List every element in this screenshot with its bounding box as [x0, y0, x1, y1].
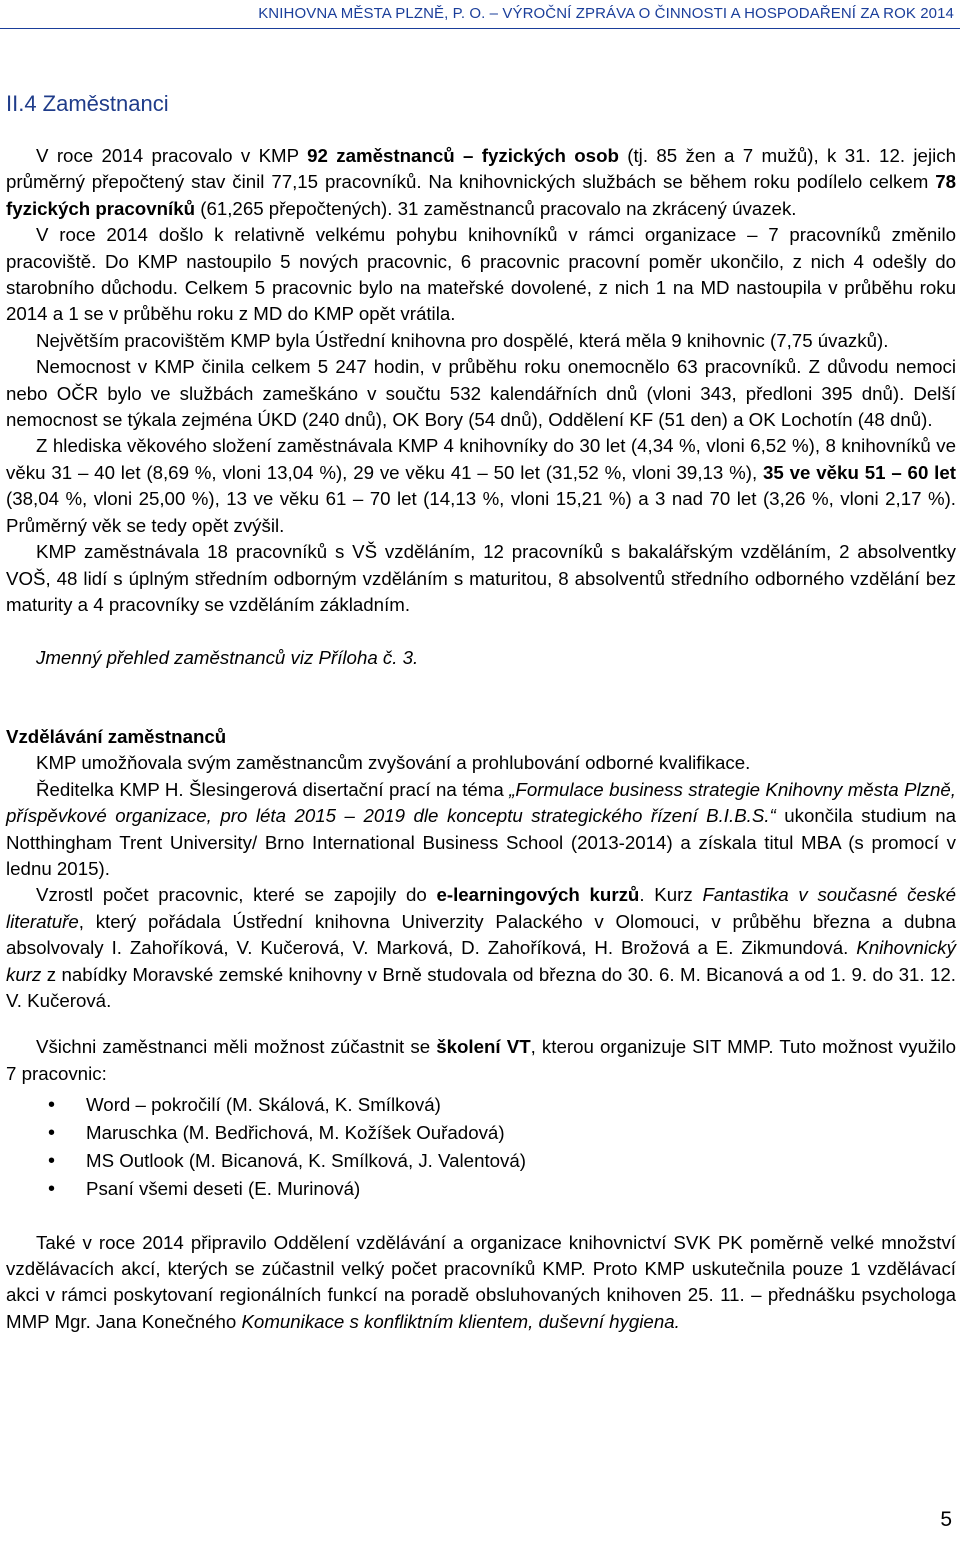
list-item: • Psaní všemi deseti (E. Murinová) [6, 1175, 956, 1203]
paragraph-education-levels: KMP zaměstnávala 18 pracovníků s VŠ vzděláním, 12 pracovníků s bakalářským vzděláním, 2 absolventky VOŠ, 48 lidí s úplným středním odborným vzděláním s maturitou, 8 absolventů středního odborného vzdělání bez maturity a 4 pracovníky se vzděláním základním. [6, 541, 956, 615]
paragraph-sickness: Nemocnost v KMP činila celkem 5 247 hodin, v průběhu roku onemocnělo 63 pracovníků. Z důvodu nemoci nebo OČR bylo ve službách zameškáno v součtu 532 kalendářních dnů (vloni 343, předloni 395 dnů). Delší nemocnost se týkala zejména ÚKD (240 dnů), OK Bory (54 dnů), Oddělení KF (51 den) a OK Lochotín (48 dnů). [6, 356, 956, 431]
paragraph-qualification: KMP umožňovala svým zaměstnancům zvyšování a prohlubování odborné kvalifikace. [36, 752, 751, 774]
section-title: II.4 Zaměstnanci [6, 91, 169, 116]
running-header: KNIHOVNA MĚSTA PLZNĚ, P. O. – VÝROČNÍ ZPRÁVA O ČINNOSTI A HOSPODAŘENÍ ZA ROK 2014 [258, 5, 954, 22]
list-item: • Word – pokročilí (M. Skálová, K. Smílková) [6, 1091, 956, 1119]
paragraph-employees: V roce 2014 pracovalo v KMP 92 zaměstnanců – fyzických osob (tj. 85 žen a 7 mužů), k 31. 12. jejich průměrný přepočtený stav činil 77,15 pracovníků. Na knihovnických službách se během roku podílelo celkem 78 fyzických pracovníků (61,265 přepočtených). 31 zaměstnanců pracovalo na zkrácený úvazek. [6, 145, 956, 219]
header-rule [0, 28, 960, 29]
paragraph-elearning: Vzrostl počet pracovnic, které se zapojily do e-learningových kurzů. Kurz Fantastika v současné české literatuře, který pořádala Ústřední knihovna Univerzity Palackého v Olomouci, v průběhu března a dubna absolvovaly I. Zahoříková, V. Kučerová, V. Marková, D. Zahoříková, H. Brožová a E. Zikmundová. Knihovnický kurz z nabídky Moravské zemské knihovny v Brně studovala od března do 30. 6. M. Bicanová a od 1. 9. do 31. 12. V. Kučerová. [6, 884, 956, 1011]
list-item: • MS Outlook (M. Bicanová, K. Smílková, J. Valentová) [6, 1147, 956, 1175]
paragraph-largest-workplace: Největším pracovištěm KMP byla Ústřední knihovna pro dospělé, která měla 9 knihovnic (7,75 úvazků). [36, 329, 889, 351]
paragraph-it-training: Všichni zaměstnanci měli možnost zúčastnit se školení VT, kterou organizuje SIT MMP. Tuto možnost využilo 7 pracovnic: [6, 1036, 956, 1084]
list-item: • Maruschka (M. Bedřichová, M. Kožíšek Ouřadová) [6, 1119, 956, 1147]
education-heading: Vzdělávání zaměstnanců [6, 725, 227, 747]
paragraph-mba: Ředitelka KMP H. Šlesingerová disertační prací na téma „Formulace business strategie Knihovny města Plzně, příspěvkové organizace, pro léta 2015 – 2019 dle konceptu strategického řízení B.I.B.S.“ ukončila studium na Notthingham Trent University/ Brno International Business School (2013-2014) a získala titul MBA (s promocí v lednu 2015). [6, 778, 957, 879]
page-number: 5 [940, 1508, 952, 1531]
paragraph-age-structure: Z hlediska věkového složení zaměstnávala KMP 4 knihovníky do 30 let (4,34 %, vloni 6,52 %), 8 knihovníků ve věku 31 – 40 let (8,69 %, vloni 13,04 %), 29 ve věku 41 – 50 let (31,52 %, vloni 39,13 %), 35 ve věku 51 – 60 let (38,04 %, vloni 25,00 %), 13 ve věku 61 – 70 let (14,13 %, vloni 15,21 %) a 3 nad 70 let (3,26 %, vloni 2,17 %). Průměrný věk se tedy opět zvýšil. [6, 435, 956, 536]
paragraph-svk-events: Také v roce 2014 připravilo Oddělení vzdělávání a organizace knihovnictví SVK PK poměrně velké množství vzdělávacích akcí, kterých se zúčastnil velký počet pracovníků KMP. Proto KMP uskutečnila pouze 1 vzdělávací akci v rámci poskytovaní regionálních funkcí na poradě obsluhovaných knihoven 25. 11. – přednášku psychologa MMP Mgr. Jana Konečného Komunikace s konfliktním klientem, duševní hygiena. [6, 1231, 956, 1332]
it-course-list [6, 1091, 956, 1203]
paragraph-turnover: V roce 2014 došlo k relativně velkému pohybu knihovníků v rámci organizace – 7 pracovníků změnilo pracoviště. Do KMP nastoupilo 5 nových pracovnic, 6 pracovnic pracovní poměr ukončilo, z nich 4 odešly do starobního důchodu. Celkem 5 pracovnic bylo na mateřské dovolené, z nich 1 na MD nastoupila v průběhu roku 2014 a 1 se v průběhu roku z MD do KMP opět vrátila. [6, 224, 956, 325]
document-body [6, 143, 956, 1335]
paragraph-appendix-ref: Jmenný přehled zaměstnanců viz Příloha č. 3. [36, 646, 419, 668]
